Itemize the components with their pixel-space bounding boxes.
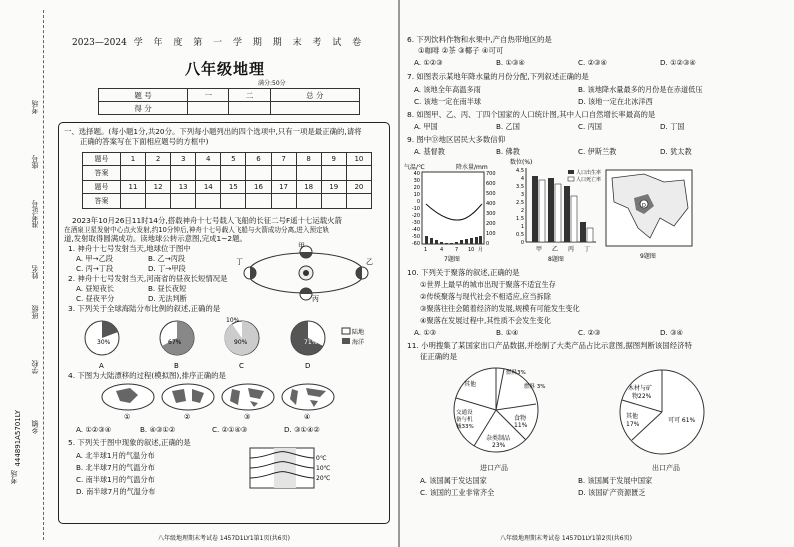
qnum: 12 bbox=[146, 181, 171, 194]
q11-opt-a[interactable]: A. 该国属于发达国家 bbox=[420, 476, 487, 485]
rain-tick: 300 bbox=[486, 211, 496, 217]
section1-intro-2: 正确的答案写在下面相应题号的方框中) bbox=[80, 137, 209, 146]
qnum: 10 bbox=[346, 153, 371, 166]
isotherm-diagram bbox=[246, 446, 342, 492]
q10-text: 10. 下列关于聚落的叙述,正确的是 bbox=[407, 268, 520, 277]
temp-tick: -60 bbox=[411, 241, 420, 247]
pop-tick: 2.5 bbox=[516, 200, 524, 206]
pop-cat-bing: 丙 bbox=[568, 246, 575, 253]
pop-cat-ding: 丁 bbox=[584, 246, 591, 253]
rain-tick: 200 bbox=[486, 221, 496, 227]
import-pie bbox=[440, 364, 560, 462]
rain-tick: 600 bbox=[486, 181, 496, 187]
answer-cell[interactable] bbox=[171, 194, 196, 209]
qnum: 11 bbox=[120, 181, 145, 194]
temp-tick: -50 bbox=[411, 234, 420, 240]
qnum: 15 bbox=[221, 181, 246, 194]
score-cell[interactable] bbox=[270, 102, 359, 115]
q2-opt-b[interactable]: B. 昼长夜短 bbox=[148, 284, 187, 293]
exam-header-text: 学 年 度 第 一 学 期 期 末 考 试 卷 bbox=[133, 38, 366, 48]
score-head-1: 一 bbox=[188, 89, 229, 102]
answer-grid-label: 答案 bbox=[83, 194, 121, 209]
isotherm-0: 0℃ bbox=[316, 455, 327, 462]
legend-land: 陆地 bbox=[352, 329, 365, 336]
qnum: 2 bbox=[146, 153, 171, 166]
export-other: 其他 bbox=[626, 413, 639, 420]
q8-opt-b[interactable]: B. 乙国 bbox=[496, 122, 520, 131]
q1-opt-b[interactable]: B. 乙→丙段 bbox=[148, 254, 186, 263]
pie-c-value: 90% bbox=[234, 339, 248, 346]
month-tick: 10 bbox=[468, 247, 475, 253]
pop-ylabel: 数位(%) bbox=[510, 159, 533, 166]
binding-school: 学校 bbox=[31, 360, 39, 374]
q11-opt-c[interactable]: C. 该国的工业非常齐全 bbox=[420, 488, 495, 497]
drift-map-4 bbox=[282, 384, 334, 421]
q9-opt-c[interactable]: C. 伊斯兰教 bbox=[578, 147, 617, 156]
export-wood: 木材与矿 bbox=[628, 385, 653, 392]
export-pie bbox=[610, 364, 720, 462]
drift-num-1: ① bbox=[124, 413, 131, 421]
qnum: 6 bbox=[246, 153, 271, 166]
binding-name: 姓名 bbox=[31, 265, 39, 279]
q4-opt-b[interactable]: B. ④③①② bbox=[140, 425, 176, 434]
pie-d-value: 71% bbox=[304, 339, 318, 346]
month-tick: 1 bbox=[424, 247, 428, 253]
population-chart bbox=[510, 156, 602, 264]
pie-a-value: 30% bbox=[97, 339, 111, 346]
q10-opt-a[interactable]: A. ①③ bbox=[414, 328, 437, 337]
pop-tick: 1 bbox=[520, 224, 524, 230]
pop-cat-yi: 乙 bbox=[552, 246, 559, 253]
orbit-label-bing: 丙 bbox=[312, 295, 319, 302]
import-transport-3: 械33% bbox=[456, 424, 474, 430]
score-row-label: 得 分 bbox=[99, 102, 188, 115]
answer-grid-label: 题号 bbox=[83, 181, 121, 194]
qnum: 16 bbox=[246, 181, 271, 194]
answer-cell[interactable] bbox=[271, 194, 296, 209]
answer-grid-label: 题号 bbox=[83, 153, 121, 166]
answer-cell[interactable] bbox=[271, 166, 296, 181]
q9-opt-a[interactable]: A. 基督教 bbox=[414, 147, 445, 156]
import-fuel: 燃料3% bbox=[506, 370, 526, 376]
q1-opt-d[interactable]: D. 丁→甲段 bbox=[148, 264, 186, 273]
q3-text: 3. 下列关于全球海陆分布比例的叙述,正确的是 bbox=[68, 304, 221, 313]
pop-legend-death: 人口死亡率 bbox=[576, 177, 602, 183]
temp-tick: 30 bbox=[413, 178, 420, 184]
rain-tick: 100 bbox=[486, 231, 496, 237]
pop-tick: 3 bbox=[520, 192, 524, 198]
legend-sea: 海洋 bbox=[352, 339, 365, 346]
q1-opt-c[interactable]: C. 丙→丁段 bbox=[76, 264, 114, 273]
q6-opt-a[interactable]: A. ①②③ bbox=[414, 58, 443, 67]
q2-opt-a[interactable]: A. 昼短夜长 bbox=[76, 284, 115, 293]
q8-opt-c[interactable]: C. 丙国 bbox=[578, 122, 602, 131]
pop-tick: 4 bbox=[520, 176, 524, 182]
drift-map-1 bbox=[102, 384, 154, 421]
q2-opt-c[interactable]: C. 昼夜平分 bbox=[76, 294, 115, 303]
temp-tick: 40 bbox=[413, 171, 420, 177]
score-table bbox=[98, 88, 360, 115]
qnum: 3 bbox=[171, 153, 196, 166]
q7-opt-b[interactable]: B. 该地降水量最多的月份是在赤道低压 bbox=[578, 85, 703, 94]
qnum: 20 bbox=[346, 181, 371, 194]
month-tick: 4 bbox=[440, 247, 444, 253]
pop-bars bbox=[532, 176, 593, 242]
pop-tick: 4.5 bbox=[516, 168, 524, 174]
q5-opt-d[interactable]: D. 南半球7月的气温分布 bbox=[76, 487, 156, 496]
answer-cell[interactable] bbox=[246, 166, 271, 181]
pop-tick: 0.5 bbox=[516, 232, 524, 238]
exam-header bbox=[72, 35, 365, 48]
export-wood-pct: 物22% bbox=[632, 393, 652, 400]
page-divider bbox=[398, 0, 400, 547]
pop-tick: 3.5 bbox=[516, 184, 524, 190]
answer-cell[interactable] bbox=[321, 166, 346, 181]
exam-year: 2023—2024 bbox=[72, 38, 127, 48]
qnum: 18 bbox=[296, 181, 321, 194]
q8-opt-a[interactable]: A. 甲国 bbox=[414, 122, 438, 131]
q4-opt-a[interactable]: A. ①②③④ bbox=[76, 425, 112, 434]
q7-opt-a[interactable]: A. 该地全年高温多雨 bbox=[414, 85, 481, 94]
pie-d[interactable] bbox=[291, 321, 325, 370]
import-transport-2: 备与机 bbox=[456, 417, 473, 423]
binding-class: 班级 bbox=[31, 305, 39, 319]
answer-cell[interactable] bbox=[246, 194, 271, 209]
q4-opt-d[interactable]: D. ③①④② bbox=[284, 425, 320, 434]
q10-opt-c[interactable]: C. ②③ bbox=[578, 328, 601, 337]
answer-grid-label: 答案 bbox=[83, 166, 121, 181]
q6-text: 6. 下列饮料作物和水果中,产自热带地区的是 bbox=[407, 35, 552, 44]
pop-tick: 1.5 bbox=[516, 216, 524, 222]
answer-cell[interactable] bbox=[196, 194, 221, 209]
full-score: 满分:50分 bbox=[258, 80, 286, 87]
q8-text: 8. 如图甲、乙、丙、丁四个国家的人口统计图,其中人口自然增长率最高的是 bbox=[407, 110, 656, 119]
pop-legend-birth: 人口出生率 bbox=[576, 170, 602, 176]
q2-opt-d[interactable]: D. 无法判断 bbox=[148, 294, 187, 303]
q1-opt-a[interactable]: A. 甲→乙段 bbox=[76, 254, 113, 263]
orbit-label-yi: 乙 bbox=[366, 258, 373, 266]
answer-cell[interactable] bbox=[196, 166, 221, 181]
qnum: 14 bbox=[196, 181, 221, 194]
month-tick: 月 bbox=[478, 247, 484, 253]
rain-tick: 500 bbox=[486, 191, 496, 197]
isotherm-10: 10℃ bbox=[316, 465, 331, 472]
q5-opt-b[interactable]: B. 北半球7月的气温分布 bbox=[76, 463, 155, 472]
q4-opt-c[interactable]: C. ②①④③ bbox=[212, 425, 248, 434]
pie-a-label: A bbox=[99, 362, 104, 370]
drift-num-4: ④ bbox=[304, 413, 311, 421]
answer-cell[interactable] bbox=[120, 194, 145, 209]
pie-b-value: 67% bbox=[168, 339, 182, 346]
q6-items: ①咖啡 ②茶 ③椰子 ④可可 bbox=[418, 46, 504, 55]
binding-code: 444891A5701LY bbox=[14, 410, 22, 467]
temp-tick: -10 bbox=[411, 206, 420, 212]
import-food: 食物 bbox=[514, 415, 527, 422]
binding-township: 乡镇 bbox=[31, 420, 39, 434]
climate-chart bbox=[404, 160, 508, 264]
score-cell[interactable] bbox=[229, 102, 270, 115]
export-other-pct: 17% bbox=[626, 421, 640, 428]
map-caption: 9题图 bbox=[640, 253, 656, 260]
climate-right-title: 降水量/mm bbox=[456, 164, 488, 171]
q6-opt-d[interactable]: D. ①②③④ bbox=[660, 58, 696, 67]
left-footer: 八年级地理期末考试卷 1457D1LY1第1页(共6页) bbox=[158, 535, 290, 542]
answer-cell[interactable] bbox=[146, 166, 171, 181]
region-map bbox=[604, 168, 700, 264]
q9-opt-d[interactable]: D. 犹太教 bbox=[660, 147, 692, 156]
pop-caption: 8题图 bbox=[548, 256, 564, 263]
answer-cell[interactable] bbox=[346, 166, 371, 181]
q7-opt-d[interactable]: D. 该地一定在北冰洋西 bbox=[578, 97, 653, 106]
answer-cell[interactable] bbox=[296, 194, 321, 209]
score-head-2: 二 bbox=[229, 89, 270, 102]
drift-map-2 bbox=[162, 384, 214, 421]
rain-tick: 700 bbox=[486, 171, 496, 177]
q10-opt-d[interactable]: D. ③④ bbox=[660, 328, 683, 337]
q6-opt-c[interactable]: C. ②③④ bbox=[578, 58, 607, 67]
qnum: 5 bbox=[221, 153, 246, 166]
orbit-label-jia: 甲 bbox=[298, 242, 305, 250]
qnum: 4 bbox=[196, 153, 221, 166]
score-head-3: 总 分 bbox=[270, 89, 359, 102]
answer-cell[interactable] bbox=[321, 194, 346, 209]
section1-intro: 一、选择题。(每小题1分,共20分。下列每小题列出的四个选项中,只有一项是最正确的,请将 bbox=[64, 127, 362, 136]
answer-cell[interactable] bbox=[296, 166, 321, 181]
answer-cell[interactable] bbox=[346, 194, 371, 209]
q11-opt-d[interactable]: D. 该国矿产资源匮乏 bbox=[578, 488, 646, 497]
pie-b[interactable] bbox=[160, 321, 194, 370]
q10-opt-b[interactable]: B. ①④ bbox=[496, 328, 519, 337]
import-fuel-right: 燃料 3% bbox=[524, 384, 546, 390]
q7-text: 7. 如图表示某地年降水量的月份分配,下列叙述正确的是 bbox=[407, 72, 589, 81]
rain-tick: 0 bbox=[486, 241, 490, 247]
qnum: 17 bbox=[271, 181, 296, 194]
answer-cell[interactable] bbox=[221, 194, 246, 209]
import-misc-pct: 23% bbox=[492, 442, 506, 449]
q8-opt-d[interactable]: D. 丁国 bbox=[660, 122, 685, 131]
import-transport: 交通设 bbox=[456, 410, 473, 416]
q4-text: 4. 下图为大陆漂移的过程(模拟图),排序正确的是 bbox=[68, 371, 226, 380]
climate-left-title: 气温/℃ bbox=[404, 164, 425, 171]
q11-text: 11. 小明搜集了某国家出口产品数据,并绘制了大类产品占比示意图,据图判断该国经济特 bbox=[407, 341, 692, 350]
binding-admission: 准考证号 bbox=[31, 200, 39, 228]
earth-orbit-diagram bbox=[236, 240, 376, 302]
map-marker-d: D bbox=[642, 203, 646, 209]
q2-text: 2. 神舟十七号发射当天,河南省的昼夜长短情况是 bbox=[68, 274, 228, 283]
score-cell[interactable] bbox=[188, 102, 229, 115]
answer-cell[interactable] bbox=[146, 194, 171, 209]
passage-line-3: 道,发射取得圆满成功。读地球公转示意图,完成1~2题。 bbox=[64, 234, 247, 243]
answer-grid bbox=[82, 152, 372, 209]
temp-tick: 0 bbox=[416, 199, 420, 205]
q6-opt-b[interactable]: B. ①③④ bbox=[496, 58, 525, 67]
drift-num-2: ② bbox=[184, 413, 191, 421]
q9-opt-b[interactable]: B. 佛教 bbox=[496, 147, 520, 156]
pie-a[interactable] bbox=[85, 321, 119, 370]
isotherm-20: 20℃ bbox=[316, 475, 331, 482]
binding-exam-room-top: 考场 bbox=[31, 100, 39, 114]
q11-text-2: 征正确的是 bbox=[420, 352, 457, 361]
q3-pies bbox=[72, 314, 382, 370]
q5-text: 5. 下列关于图中现象的叙述,正确的是 bbox=[68, 438, 191, 447]
answer-cell[interactable] bbox=[171, 166, 196, 181]
pop-tick: 0 bbox=[520, 240, 524, 246]
temp-tick: -20 bbox=[411, 213, 420, 219]
q10-item-2: ②传统聚落与现代社会不相适应,应当拆除 bbox=[420, 292, 551, 301]
q7-opt-c[interactable]: C. 该地一定在南半球 bbox=[414, 97, 482, 106]
binding-exam-room: 考场 bbox=[10, 470, 18, 484]
binding-seat: 座号 bbox=[31, 155, 39, 169]
pop-cat-jia: 甲 bbox=[536, 246, 543, 253]
temp-tick: 20 bbox=[413, 185, 420, 191]
continental-drift-maps bbox=[100, 383, 340, 421]
import-food-pct: 11% bbox=[514, 422, 528, 429]
qnum: 9 bbox=[321, 153, 346, 166]
q9-text: 9. 图中Ⓓ地区居民大多数信仰 bbox=[407, 135, 506, 144]
q10-item-3: ③聚落往往会随着经济的发展,规模有可能发生变化 bbox=[420, 304, 580, 313]
rain-tick: 400 bbox=[486, 201, 496, 207]
q10-item-4: ④聚落在发展过程中,其性质不会发生变化 bbox=[420, 316, 551, 325]
pie-c-top: 10% bbox=[226, 317, 240, 324]
drift-map-3 bbox=[222, 384, 274, 421]
pop-tick: 2 bbox=[520, 208, 524, 214]
qnum: 1 bbox=[120, 153, 145, 166]
qnum: 19 bbox=[321, 181, 346, 194]
pie-b-label: B bbox=[174, 362, 179, 370]
q5-opt-a[interactable]: A. 北半球1月的气温分布 bbox=[76, 451, 155, 460]
q11-opt-b[interactable]: B. 该国属于发展中国家 bbox=[578, 476, 653, 485]
binding-line bbox=[43, 10, 44, 540]
pie-c[interactable] bbox=[225, 317, 259, 370]
temp-tick: -30 bbox=[411, 220, 420, 226]
export-caption: 出口产品 bbox=[652, 464, 680, 472]
q5-opt-c[interactable]: C. 南半球1月的气温分布 bbox=[76, 475, 155, 484]
passage-line-2: 在酒泉卫星发射中心点火发射,约10分钟后,神舟十七号载人飞船与火箭成功分离,进入预定轨 bbox=[64, 226, 330, 234]
import-caption: 进口产品 bbox=[480, 464, 508, 472]
qnum: 8 bbox=[296, 153, 321, 166]
qnum: 7 bbox=[271, 153, 296, 166]
q10-item-1: ①世界上最早的城市出现于聚落不适宜生存 bbox=[420, 280, 556, 289]
passage-line-1: 2023年10月26日11时14分,搭载神舟十七号载人飞船的长征二号F遥十七运载火箭 bbox=[72, 216, 342, 225]
import-other: 其他 bbox=[464, 381, 477, 388]
climate-caption: 7题图 bbox=[444, 256, 460, 263]
temp-tick: 10 bbox=[413, 192, 420, 198]
q1-text: 1. 神舟十七号发射当天,地球位于图中 bbox=[68, 244, 191, 253]
right-footer: 八年级地理期末考试卷 1457D1LY1第2页(共6页) bbox=[500, 535, 632, 542]
answer-cell[interactable] bbox=[120, 166, 145, 181]
orbit-label-ding: 丁 bbox=[236, 258, 243, 266]
drift-num-3: ③ bbox=[244, 413, 251, 421]
month-tick: 7 bbox=[455, 247, 459, 253]
export-cocoa: 可可 61% bbox=[668, 417, 696, 424]
answer-cell[interactable] bbox=[221, 166, 246, 181]
pie-c-label: C bbox=[239, 362, 244, 370]
pie-d-label: D bbox=[305, 362, 311, 370]
subject-title: 八年级地理 bbox=[185, 60, 266, 78]
score-head-0: 题 号 bbox=[99, 89, 188, 102]
import-misc: 杂类制品 bbox=[486, 435, 511, 442]
qnum: 13 bbox=[171, 181, 196, 194]
temp-tick: -40 bbox=[411, 227, 420, 233]
